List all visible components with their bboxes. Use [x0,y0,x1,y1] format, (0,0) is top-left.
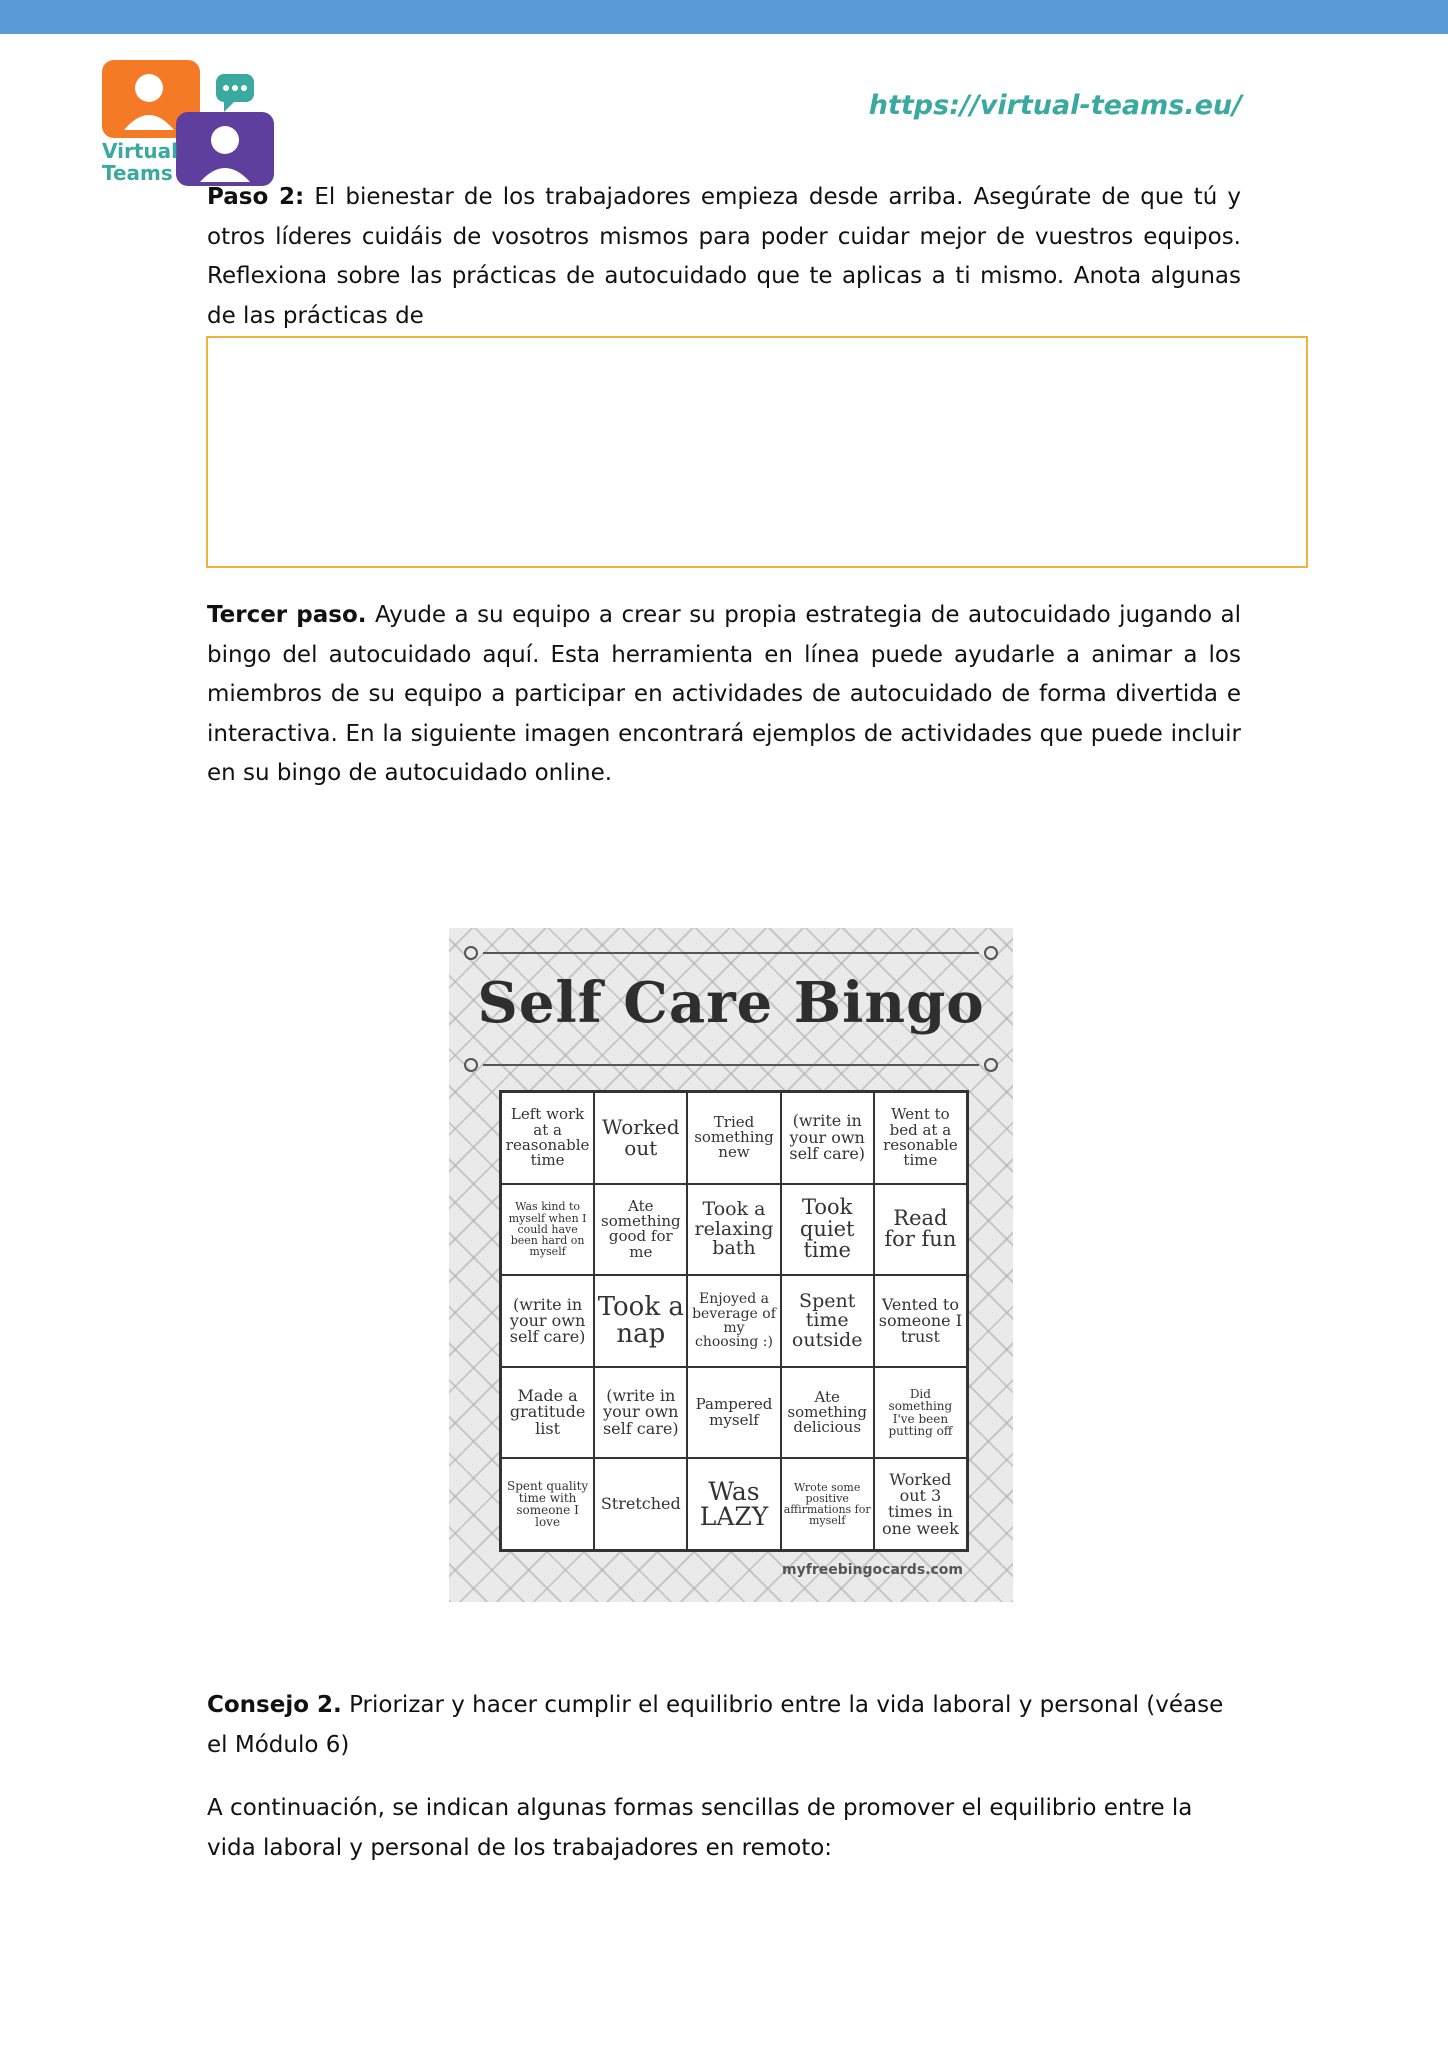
bingo-cell: Left work at a reasonable time [501,1092,594,1184]
step2-text: El bienestar de los trabajadores empieza desde arriba. Asegúrate de que tú y otros líderes cuidáis de vosotros mismos para poder cuidar mejor de vuestros equipos. Reflexiona sobre las prácticas de autocuidado que te aplicas a ti mismo. Anota algunas de las prácticas de [207,184,1241,329]
bingo-credit: myfreebingocards.com [782,1562,963,1578]
bingo-cell: Took quiet time [781,1184,874,1276]
bingo-grid [499,1090,969,1552]
step3-text: Ayude a su equipo a crear su propia estrategia de autocuidado jugando al bingo del autocuidado aquí. Esta herramienta en línea puede ayudarle a animar a los miembros de su equipo a participar en actividades de autocuidado de forma divertida e interactiva. En la siguiente imagen encontrará ejemplos de actividades que puede incluir en su bingo de autocuidado online. [207,602,1241,786]
bingo-cell: Made a gratitude list [501,1367,594,1459]
intro-paragraph [207,1789,1227,1868]
bingo-cell: Tried something new [687,1092,780,1184]
bingo-cell: Ate something delicious [781,1367,874,1459]
bingo-cell: (write in your own self care) [594,1367,687,1459]
bingo-cell: Took a nap [594,1275,687,1367]
bingo-cell: Worked out 3 times in one week [874,1458,967,1550]
self-care-bingo-card [449,928,1013,1602]
step3-paragraph [207,596,1241,794]
step2-label: Paso 2: [207,184,305,210]
bingo-cell: Enjoyed a beverage of my choosing :) [687,1275,780,1367]
virtual-teams-logo [100,58,280,188]
bingo-cell: (write in your own self care) [781,1092,874,1184]
tip2-paragraph [207,1686,1227,1765]
header-accent-bar [0,0,1448,34]
logo-text-teams: Teams [102,161,173,185]
tip2-label: Consejo 2. [207,1692,342,1718]
bingo-cell: Did something I've been putting off [874,1367,967,1459]
bingo-cell: Took a relaxing bath [687,1184,780,1276]
bingo-cell: Was kind to myself when I could have been hard on myself [501,1184,594,1276]
ornament-top-icon [457,946,1005,960]
bingo-cell: Spent time outside [781,1275,874,1367]
step3-label: Tercer paso. [207,602,367,628]
tip2-text: Priorizar y hacer cumplir el equilibrio entre la vida laboral y personal (véase el Módulo 6) [207,1692,1224,1758]
ornament-bottom-icon [457,1058,1005,1072]
bingo-cell: Went to bed at a resonable time [874,1092,967,1184]
website-link[interactable]: https://virtual-teams.eu/ [868,90,1242,121]
bingo-cell: Was LAZY [687,1458,780,1550]
bingo-cell: Worked out [594,1092,687,1184]
intro-text: A continuación, se indican algunas formas sencillas de promover el equilibrio entre la vida laboral y personal de los trabajadores en remoto: [207,1795,1193,1861]
bingo-cell: (write in your own self care) [501,1275,594,1367]
bingo-cell: Pampered myself [687,1367,780,1459]
bingo-cell: Stretched [594,1458,687,1550]
bingo-cell: Spent quality time with someone I love [501,1458,594,1550]
self-care-answer-box[interactable] [206,336,1308,568]
bingo-cell: Ate something good for me [594,1184,687,1276]
bingo-title: Self Care Bingo [477,970,985,1036]
bingo-cell: Read for fun [874,1184,967,1276]
bingo-cell: Wrote some positive affirmations for myself [781,1458,874,1550]
bingo-cell: Vented to someone I trust [874,1275,967,1367]
logo-text-virtual: Virtual [102,139,178,163]
